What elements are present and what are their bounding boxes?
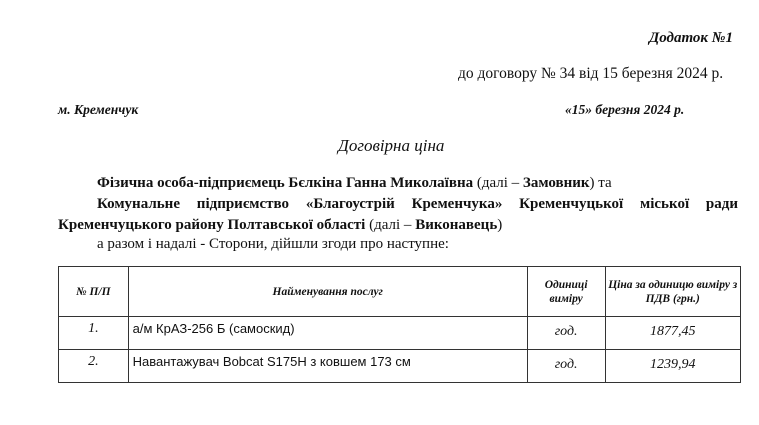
row-num: 2. bbox=[59, 350, 129, 383]
contractor-region: Кременчуцького району Полтавської області bbox=[58, 217, 366, 233]
contractor-line-1: Комунальне підприємство «Благоустрій Кременчука» Кременчуцької міської ради bbox=[97, 196, 738, 212]
customer-role: Замовник bbox=[522, 175, 590, 191]
agreement-text: а разом і надалі - Сторони, дійшли згоди про наступне: bbox=[97, 236, 449, 252]
contractor-line-2 bbox=[58, 215, 502, 236]
customer-paragraph bbox=[97, 173, 737, 194]
row-service: Навантажувач Bobcat S175H з ковшем 173 см bbox=[128, 350, 527, 383]
header-service: Найменування послуг bbox=[128, 267, 527, 317]
city-label: м. Кременчук bbox=[58, 102, 139, 117]
customer-name: Фізична особа-підприємець Бєлкіна Ганна Миколаївна bbox=[97, 175, 474, 191]
row-price: 1877,45 bbox=[605, 317, 740, 350]
price-table bbox=[58, 266, 741, 383]
table-row bbox=[59, 350, 741, 383]
table-row bbox=[59, 317, 741, 350]
row-num: 1. bbox=[59, 317, 129, 350]
header-num: № П/П bbox=[59, 267, 129, 317]
customer-note-close: ) та bbox=[589, 175, 612, 191]
row-unit: год. bbox=[527, 350, 605, 383]
customer-note-open: (далі – bbox=[473, 175, 523, 191]
table-header-row bbox=[59, 267, 741, 317]
contractor-role: Виконавець bbox=[415, 217, 498, 233]
agreement-date: «15» березня 2024 р. bbox=[565, 102, 685, 117]
row-service: а/м КрАЗ-256 Б (самоскид) bbox=[128, 317, 527, 350]
row-unit: год. bbox=[527, 317, 605, 350]
document-title: Договірна ціна bbox=[338, 136, 445, 155]
header-price: Ціна за одиницю виміру з ПДВ (грн.) bbox=[605, 267, 740, 317]
contract-reference: до договору № 34 від 15 березня 2024 р. bbox=[458, 65, 724, 82]
contractor-note-open: (далі – bbox=[365, 217, 416, 233]
contractor-note-close: ) bbox=[497, 217, 503, 233]
header-unit: Одиниці виміру bbox=[527, 267, 605, 317]
annex-label: Додаток №1 bbox=[648, 30, 733, 46]
row-price: 1239,94 bbox=[605, 350, 740, 383]
